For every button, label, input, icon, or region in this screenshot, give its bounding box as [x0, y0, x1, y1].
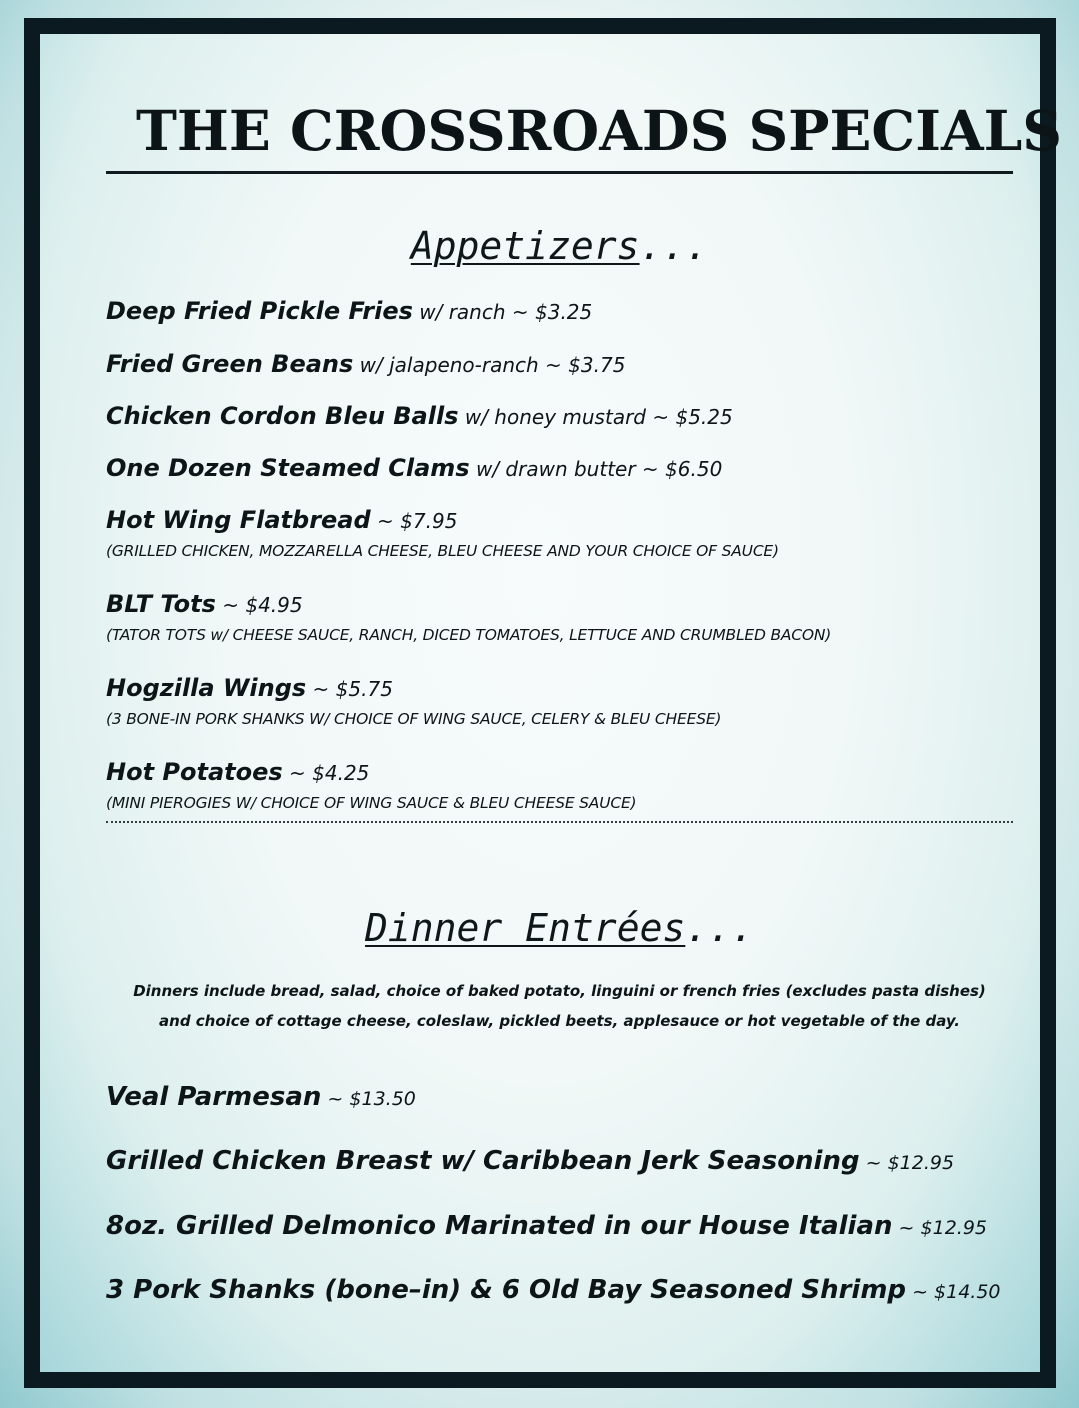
title-underline	[106, 171, 1013, 174]
appetizer-name: Hot Wing Flatbread	[106, 506, 371, 534]
menu-title: THE CROSSROADS SPECIALS	[136, 98, 1063, 163]
dinner-heading-text: Dinner Entrées	[365, 906, 686, 950]
appetizer-item	[106, 758, 1006, 812]
dinner-note-line: Dinners include bread, salad, choice of baked potato, linguini or french fries (excludes pasta dishes)	[133, 982, 986, 1000]
appetizer-item	[106, 454, 1006, 482]
appetizer-name: Fried Green Beans	[106, 350, 354, 378]
appetizer-price: w/ ranch ~ $3.25	[412, 300, 593, 324]
appetizer-description: (3 BONE-IN PORK SHANKS W/ CHOICE OF WING SAUCE, CELERY & BLEU CHEESE)	[106, 710, 722, 728]
dinner-heading-suffix: ...	[685, 906, 754, 950]
appetizer-name: Hogzilla Wings	[106, 674, 307, 702]
appetizer-item	[106, 590, 1006, 644]
appetizer-item	[106, 506, 1006, 560]
entree-price: ~ $12.95	[892, 1217, 987, 1239]
dinner-note-line: and choice of cottage cheese, coleslaw, pickled beets, applesauce or hot vegetable of the day.	[159, 1012, 960, 1030]
appetizer-price: ~ $7.95	[370, 509, 458, 533]
entree-name: Grilled Chicken Breast w/ Caribbean Jerk Seasoning	[106, 1146, 860, 1176]
appetizer-price: w/ jalapeno-ranch ~ $3.75	[353, 353, 626, 377]
appetizer-name: Deep Fried Pickle Fries	[106, 297, 413, 325]
entree-item	[106, 1146, 1011, 1176]
appetizers-heading-text: Appetizers	[410, 224, 640, 268]
appetizer-description: (MINI PIEROGIES W/ CHOICE OF WING SAUCE & BLEU CHEESE SAUCE)	[106, 794, 637, 812]
appetizer-description: (TATOR TOTS w/ CHEESE SAUCE, RANCH, DICED TOMATOES, LETTUCE AND CRUMBLED BACON)	[106, 626, 832, 644]
appetizer-price: ~ $4.95	[215, 593, 303, 617]
entree-item	[106, 1211, 1011, 1241]
appetizer-price: w/ honey mustard ~ $5.25	[458, 405, 733, 429]
entree-price: ~ $14.50	[906, 1281, 1001, 1303]
appetizer-item	[106, 402, 1006, 430]
appetizer-item	[106, 674, 1006, 728]
appetizer-price: ~ $5.75	[306, 677, 393, 701]
entree-price: ~ $12.95	[859, 1152, 955, 1174]
entree-name: 3 Pork Shanks (bone–in) & 6 Old Bay Seasoned Shrimp	[106, 1275, 907, 1305]
appetizer-description: (GRILLED CHICKEN, MOZZARELLA CHEESE, BLEU CHEESE AND YOUR CHOICE OF SAUCE)	[106, 542, 779, 560]
appetizer-price: w/ drawn butter ~ $6.50	[469, 457, 723, 481]
dotted-divider	[106, 821, 1013, 823]
appetizer-item	[106, 297, 1006, 325]
appetizers-heading	[106, 224, 1013, 268]
entree-item	[106, 1275, 1011, 1305]
entree-item	[106, 1082, 1011, 1112]
entree-name: 8oz. Grilled Delmonico Marinated in our House Italian	[106, 1211, 893, 1241]
appetizer-price: ~ $4.25	[282, 761, 370, 785]
appetizer-name: One Dozen Steamed Clams	[106, 454, 470, 482]
appetizer-name: Hot Potatoes	[106, 758, 283, 786]
dinner-heading	[106, 906, 1013, 950]
entree-price: ~ $13.50	[321, 1088, 416, 1110]
appetizer-name: Chicken Cordon Bleu Balls	[106, 402, 459, 430]
entree-name: Veal Parmesan	[106, 1082, 322, 1112]
appetizers-heading-suffix: ...	[639, 224, 709, 268]
dinner-note	[106, 976, 1013, 1036]
appetizer-item	[106, 350, 1006, 378]
menu-frame	[24, 18, 1063, 1388]
appetizer-name: BLT Tots	[106, 590, 216, 618]
